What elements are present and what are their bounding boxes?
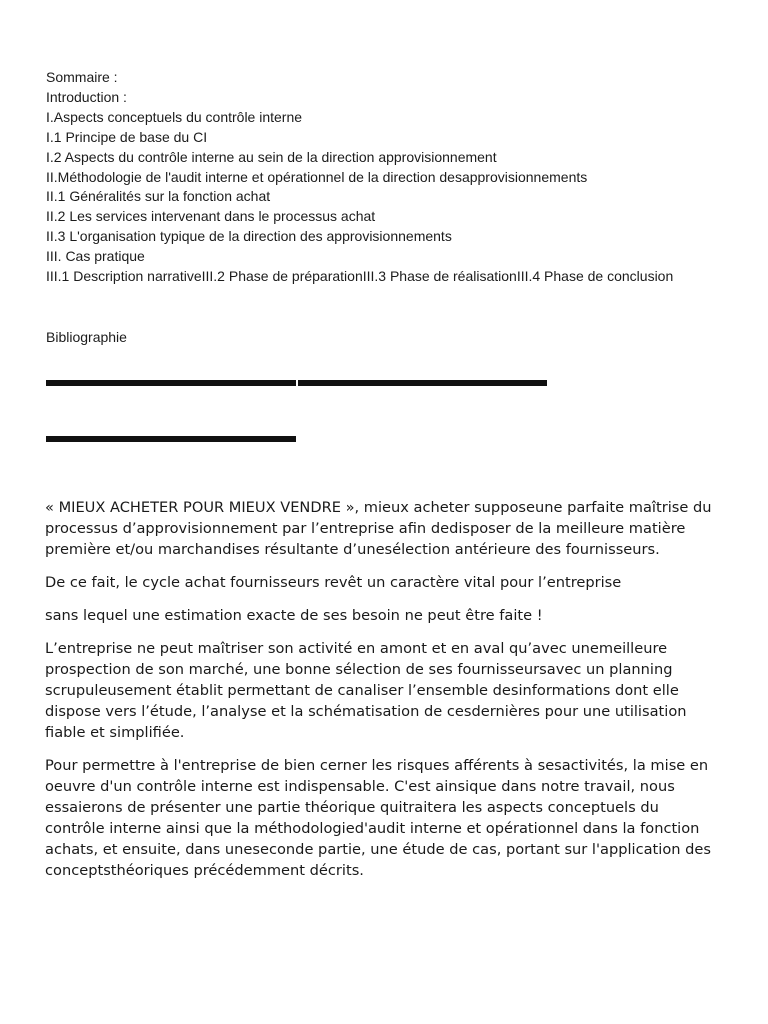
toc-line-1-1: I.1 Principe de base du CI	[46, 128, 208, 145]
toc-line-part-1: I.Aspects conceptuels du contrôle interne	[46, 108, 303, 125]
decorative-rule-3	[46, 436, 296, 442]
toc-heading: Sommaire :	[46, 69, 118, 85]
paragraph: sans lequel une estimation exacte de ses besoin ne peut être faite !	[45, 607, 543, 624]
decorative-rule-1	[46, 380, 296, 386]
toc-line-2-2: II.2 Les services intervenant dans le processus achat	[46, 208, 376, 225]
paragraph: L’entreprise ne peut maîtriser son activité en amont et en aval qu’avec unemeilleure prospection de son marché, une bonne sélection de ses fournisseursavec un planning scrupuleusement établit permettant de canaliser l’ensemble desinformations dont elle dispose vers l’étude, l’analyse et la schématisation de cesdernières pour une utilisation fiable et simplifiée.	[45, 640, 687, 741]
toc-line-2-3: II.3 L'organisation typique de la direction des approvisionnements	[46, 228, 452, 245]
paragraph: « MIEUX ACHETER POUR MIEUX VENDRE », mieux acheter supposeune parfaite maîtrise du processus d’approvisionnement par l’entreprise afin dedisposer de la meilleure matière première et/ou marchandises résultante d’unesélection antérieure des fournisseurs.	[45, 499, 712, 558]
paragraph: Pour permettre à l'entreprise de bien cerner les risques afférents à sesactivités, la mise en oeuvre d'un contrôle interne est indispensable. C'est ainsique dans notre travail, nous essaierons de présenter une partie théorique quitraitera les aspects conceptuels du contrôle interne ainsi que la méthodologied'audit interne et opérationnel dans la fonction achats, et ensuite, dans uneseconde partie, une étude de cas, portant sur l'application des conceptsthéoriques précédemment décrits.	[45, 757, 711, 879]
toc-line-part-3: III. Cas pratique	[46, 248, 145, 265]
toc-line-2-1: II.1 Généralités sur la fonction achat	[46, 188, 271, 205]
paragraph: De ce fait, le cycle achat fournisseurs revêt un caractère vital pour l’entreprise	[45, 574, 622, 591]
decorative-rule-2	[298, 380, 547, 386]
toc-line-bibliography: Bibliographie	[46, 329, 127, 345]
toc-line-3-subsections: III.1 Description narrativeIII.2 Phase de préparationIII.3 Phase de réalisationIII.4 Phase de conclusion	[46, 268, 674, 285]
toc-line-1-2: I.2 Aspects du contrôle interne au sein de la direction approvisionnement	[46, 148, 497, 165]
introduction-body	[45, 497, 715, 893]
toc-line-introduction: Introduction :	[46, 88, 127, 105]
toc-line-part-2: II.Méthodologie de l'audit interne et opérationnel de la direction desapprovisionnements	[46, 168, 588, 185]
table-of-contents	[46, 68, 714, 287]
